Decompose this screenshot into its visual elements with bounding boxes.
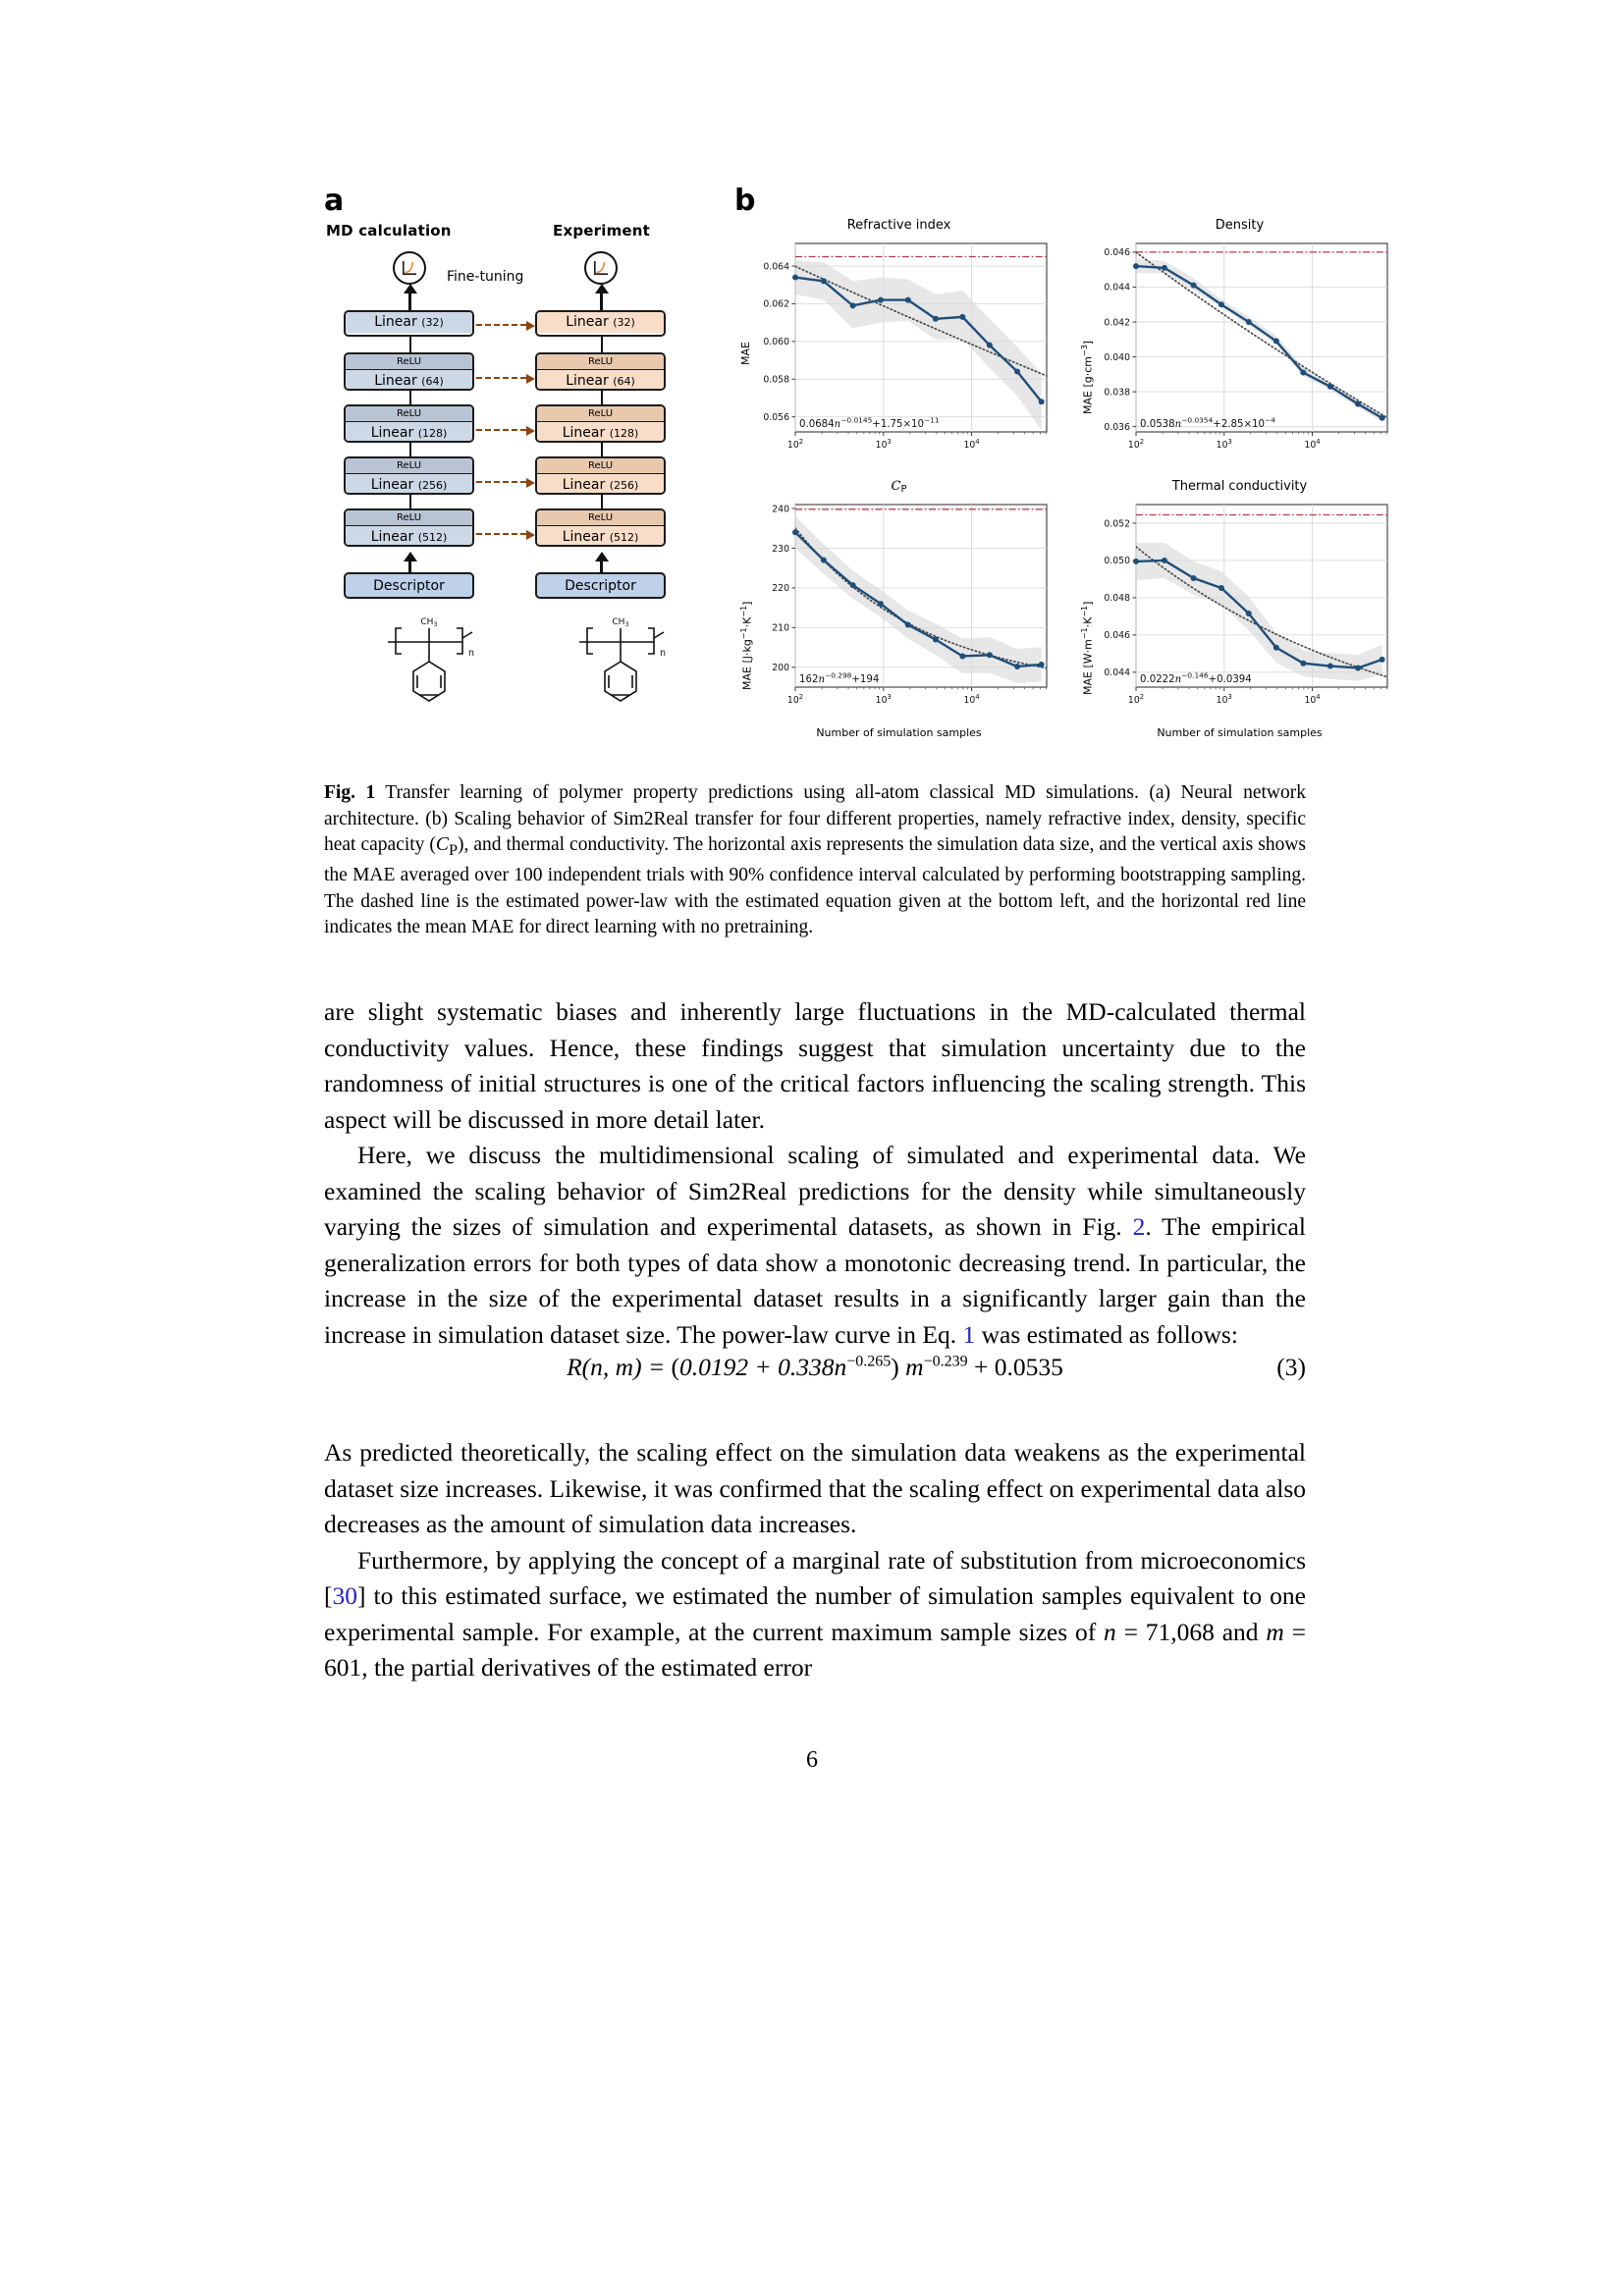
chart-refractive-index [734,218,1063,475]
plot-area-density [1075,218,1404,475]
exp-layer-linear-64-label: Linear (64) [537,370,664,391]
md-layer-linear-256-label: Linear (256) [346,474,472,495]
ch3-label: CH [420,617,434,627]
y-tick-label: 0.046 [1104,630,1130,642]
y-tick-label: 0.040 [1104,351,1130,363]
exp-relu-4: ReLU [537,510,664,526]
md-layer-linear-128-label: Linear (128) [346,422,472,443]
md-layer-linear-512 [344,508,474,547]
p4-part-b: ] to this estimated surface, we estimated the number of simulation samples equivalent to one experimental sample. For example, at the current maximum sample sizes of [324,1581,1306,1646]
x-axis-label-cp: Number of simulation samples [816,726,982,739]
connector-md-2 [409,389,411,404]
exp-layer-linear-512-label: Linear (512) [537,526,664,547]
p4-m-value: = 601, the partial derivatives of the estimated error [324,1617,1306,1682]
x-tick-label: $10^4$ [1304,692,1321,706]
panel-b-scaling-charts [734,218,1404,748]
y-tick-label: 0.042 [1104,317,1130,329]
y-axis-label-refractive-index: MAE [739,342,752,365]
p4-part-a: Furthermore, by applying the concept of a marginal rate of substitution from microeconomics [ [324,1545,1306,1610]
exp-layer-linear-512 [535,508,666,547]
exp-layer-linear-64 [535,352,666,391]
y-tick-label: 0.048 [1104,593,1130,605]
transfer-arrow-4 [476,481,526,483]
md-layer-linear-32-label: Linear (32) [346,312,472,333]
x-tick-label: $10^4$ [1304,437,1321,451]
x-tick-label: $10^2$ [1127,437,1145,451]
y-tick-label: 0.044 [1104,282,1130,294]
chart-title-refractive-index: Refractive index [846,218,951,233]
y-tick-label: 0.062 [763,298,789,310]
mini-plot-icon [395,253,424,283]
svg-text:CH3: $CH_3$ [420,617,438,628]
connector-exp-1 [601,337,603,352]
chart-thermal-conductivity [1075,479,1404,748]
connector-md-3 [409,441,411,456]
y-axis-label-thermal-conductivity: MAE $[W\cdot m^{-1}\cdot K^{-1}]$ [1080,601,1095,695]
y-tick-label: 220 [772,583,789,595]
arrow-up-md [408,293,411,310]
polystyrene-glyph [378,607,486,720]
x-tick-label: $10^2$ [1127,692,1145,706]
connector-md-4 [409,493,411,508]
fine-tuning-label: Fine-tuning [447,269,524,285]
p4-n-value: = 71,068 and [1115,1617,1267,1646]
column-header-experiment: Experiment [553,222,651,240]
page-number: 6 [806,1747,818,1773]
citation-30-link[interactable]: 30 [332,1581,357,1610]
md-layer-linear-512-label: Linear (512) [346,526,472,547]
chart-specific-heat-capacity [734,479,1063,748]
figure-caption-text: Transfer learning of polymer property predictions using all-atom classical MD simulations. (a) Neural network architecture. (b) Scaling behavior of Sim2Real transfer for four different properties, namely refractive index, density, specific heat capacity $(C_P)$, and thermal conductivity. The horizontal axis represents the simulation data size, and the vertical axis shows the MAE averaged over 100 independent trials with 90% confidence interval calculated by performing bootstrapping sampling. The dashed line is the estimated power-law with the estimated equation given at the bottom left, and the horizontal red line indicates the mean MAE for direct learning with no pretraining. [324,782,1306,938]
y-tick-label: 0.056 [763,411,789,423]
x-tick-label: $10^3$ [875,437,892,451]
powerlaw-equation-annotation: $0.0538n^{-0.0354}+2.85\times 10^{-4}$ [1140,415,1275,430]
md-layer-linear-64-label: Linear (64) [346,370,472,391]
equation-3-number: (3) [1276,1353,1306,1381]
svg-text:CH3: $CH_3$ [612,617,629,628]
ch3-label: CH [612,617,625,627]
body-paragraph-4 [324,1543,1306,1686]
arrow-descriptor-to-exp [600,561,603,572]
figure-2-reference-link[interactable]: 2 [1132,1212,1146,1241]
exp-layer-linear-32 [535,310,666,337]
md-relu-3: ReLU [346,458,472,474]
panel-b-label: b [734,184,756,218]
powerlaw-equation-annotation: $0.0684n^{-0.0145}+1.75\times 10^{-11}$ [799,415,940,430]
x-tick-label: $10^2$ [786,692,804,706]
y-tick-label: 0.058 [763,374,789,386]
y-tick-label: 0.060 [763,337,789,348]
x-tick-label: $10^3$ [875,692,892,706]
y-tick-label: 0.046 [1104,247,1130,259]
plot-area-thermal-conductivity [1075,479,1404,724]
exp-layer-linear-128-label: Linear (128) [537,422,664,443]
x-tick-label: $10^2$ [786,437,804,451]
chart-density [1075,218,1404,475]
connector-exp-4 [601,493,603,508]
transfer-arrow-3 [476,429,526,431]
p2-part-b: . The empirical generalization errors for both types of data show a monotonic decreasing trend. In particular, the increase in the size of the experimental dataset results in a significantly larger gain than the increase in simulation dataset size. The power-law curve in Eq. [324,1212,1306,1349]
body-paragraph-3-group [324,1435,1306,1686]
panel-a-network-diagram [324,222,717,752]
exp-descriptor-box: Descriptor [535,572,666,599]
polymer-structure-md [378,607,486,724]
y-tick-label: 200 [772,663,789,674]
plot-area-cp [734,479,1063,724]
figure-caption [324,780,1306,941]
transfer-arrow-2 [476,377,526,379]
md-layer-linear-32 [344,310,474,337]
equation-3-body: R(n, $m) = (0.0192 + 0.338n^{-0.265})$ $m^{-0.239} + 0.0535$ [567,1353,1063,1381]
y-tick-label: 240 [772,504,789,515]
connector-exp-2 [601,389,603,404]
exp-layer-linear-128 [535,404,666,443]
y-tick-label: 0.044 [1104,667,1130,679]
exp-layer-linear-256 [535,456,666,495]
x-tick-label: $10^3$ [1216,437,1232,451]
y-tick-label: 0.038 [1104,387,1130,399]
y-tick-label: 0.050 [1104,556,1130,567]
plot-area-refractive-index [734,218,1063,475]
exp-layer-linear-32-label: Linear (32) [537,312,664,333]
md-relu-1: ReLU [346,354,472,370]
exp-relu-2: ReLU [537,406,664,422]
y-tick-label: 0.064 [763,261,789,273]
body-paragraph-3: As predicted theoretically, the scaling effect on the simulation data weakens as the experimental dataset size increases. Likewise, it was confirmed that the scaling effect on experimental data also decreases as the amount of simulation data increases. [324,1438,1306,1538]
powerlaw-equation-annotation: $0.0222n^{-0.146}+0.0394$ [1140,670,1252,685]
output-plot-icon-experiment [584,251,618,285]
transfer-arrow-1 [476,324,526,326]
body-paragraph-1-group [324,994,1306,1353]
equation-1-reference-link[interactable]: 1 [962,1319,976,1349]
arrow-up-experiment [600,293,603,310]
column-header-md: MD calculation [326,222,452,240]
md-layer-linear-64 [344,352,474,391]
chart-title-cp: $C_P$ [891,479,907,495]
x-axis-label-thermal-conductivity: Number of simulation samples [1157,726,1323,739]
exp-relu-1: ReLU [537,354,664,370]
symbol-n: n [1104,1617,1116,1646]
mini-plot-icon [586,253,616,283]
repeat-n-label: n [660,648,667,659]
arrow-descriptor-to-md [408,561,411,572]
x-tick-label: $10^3$ [1216,692,1232,706]
md-relu-2: ReLU [346,406,472,422]
transfer-arrow-5 [476,533,526,535]
equation-3-row [324,1353,1306,1382]
x-tick-label: $10^4$ [963,437,980,451]
polystyrene-glyph [569,607,677,720]
md-relu-4: ReLU [346,510,472,526]
polymer-structure-experiment [569,607,677,724]
y-tick-label: 230 [772,543,789,555]
symbol-m: m [1266,1617,1284,1646]
p2-part-a: Here, we discuss the multidimensional scaling of simulated and experimental data. We examined the scaling behavior of Sim2Real predictions for the density while simultaneously varying the sizes of simulation and experimental datasets, as shown in Fig. [324,1141,1306,1241]
chart-title-thermal-conductivity: Thermal conductivity [1171,479,1308,494]
y-axis-label-cp: MAE $[J\cdot kg^{-1}\cdot K^{-1}]$ [739,601,754,690]
exp-relu-3: ReLU [537,458,664,474]
x-tick-label: $10^4$ [963,692,980,706]
output-plot-icon-md [393,251,426,285]
figure-1 [324,184,1404,756]
connector-exp-3 [601,441,603,456]
chart-title-density: Density [1215,218,1265,233]
body-paragraph-2 [324,1138,1306,1353]
md-descriptor-box: Descriptor [344,572,474,599]
y-tick-label: 210 [772,622,789,634]
md-layer-linear-256 [344,456,474,495]
p2-part-c: was estimated as follows: [975,1319,1238,1349]
body-paragraph-1: are slight systematic biases and inherently large fluctuations in the MD-calculated thermal conductivity values. Hence, these findings suggest that simulation uncertainty due to the randomness of initial structures is one of the critical factors influencing the scaling strength. This aspect will be discussed in more detail later. [324,997,1306,1134]
md-layer-linear-128 [344,404,474,443]
connector-md-1 [409,337,411,352]
y-tick-label: 0.036 [1104,421,1130,433]
powerlaw-equation-annotation: $162n^{-0.298}+194$ [799,670,880,685]
y-tick-label: 0.052 [1104,518,1130,530]
y-axis-label-density: MAE $[g\cdot cm^{-3}]$ [1080,340,1095,414]
repeat-n-label: n [468,648,475,659]
figure-caption-label: Fig. 1 [324,782,376,803]
panel-a-label: a [324,184,345,218]
exp-layer-linear-256-label: Linear (256) [537,474,664,495]
